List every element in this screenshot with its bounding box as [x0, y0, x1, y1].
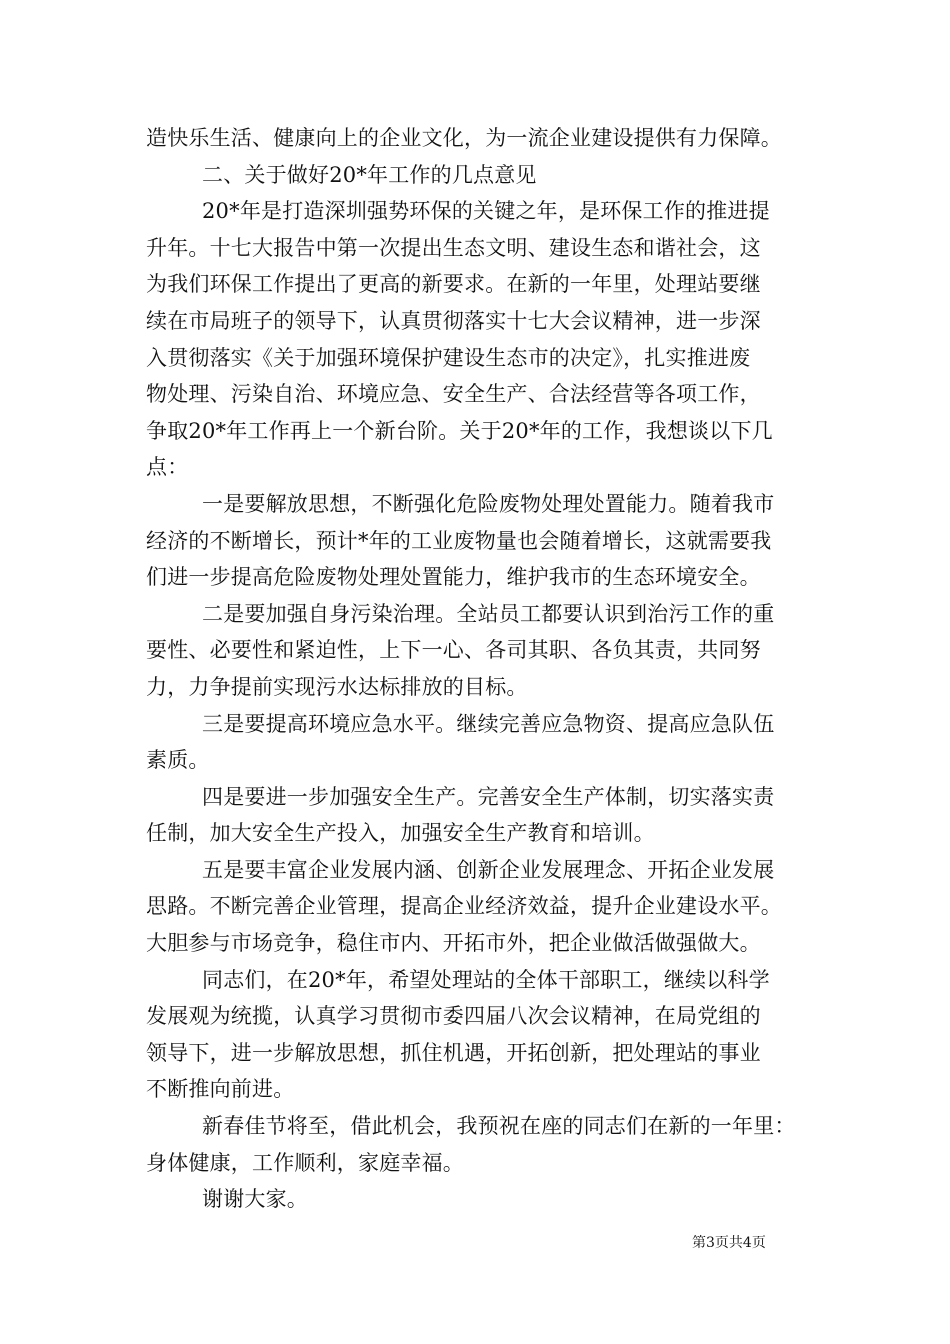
- page-number-footer: 第3页共4页: [692, 1235, 766, 1251]
- text-line: 争取20*年工作再上一个新台阶。关于20*年的工作，我想谈以下几: [146, 418, 773, 443]
- text-line: 大胆参与市场竞争，稳住市内、开拓市外，把企业做活做强做大。: [146, 931, 761, 956]
- text-line: 要性、必要性和紧迫性，上下一心、各司其职、各负其责，共同努: [146, 638, 761, 663]
- text-line: 一是要解放思想，不断强化危险废物处理处置能力。随着我市: [202, 491, 775, 516]
- text-line: 任制，加大安全生产投入，加强安全生产教育和培训。: [146, 821, 655, 846]
- text-line: 三是要提高环境应急水平。继续完善应急物资、提高应急队伍: [202, 711, 775, 736]
- text-line: 续在市局班子的领导下，认真贯彻落实十七大会议精神，进一步深: [146, 308, 761, 333]
- text-line: 五是要丰富企业发展内涵、创新企业发展理念、开拓企业发展: [202, 857, 775, 882]
- text-line: 为我们环保工作提出了更高的新要求。在新的一年里，处理站要继: [146, 272, 761, 297]
- text-line: 不断推向前进。: [146, 1077, 295, 1102]
- text-line: 们进一步提高危险废物处理处置能力，维护我市的生态环境安全。: [146, 565, 761, 590]
- text-line: 素质。: [146, 748, 210, 773]
- text-line: 思路。不断完善企业管理，提高企业经济效益，提升企业建设水平。: [146, 894, 782, 919]
- text-line: 发展观为统揽，认真学习贯彻市委四届八次会议精神，在局党组的: [146, 1004, 761, 1029]
- text-line: 经济的不断增长，预计*年的工业废物量也会随着增长，这就需要我: [146, 528, 772, 553]
- text-line: 身体健康，工作顺利，家庭幸福。: [146, 1150, 464, 1175]
- text-line: 四是要进一步加强安全生产。完善安全生产体制，切实落实责: [202, 784, 775, 809]
- text-line: 20*年是打造深圳强势环保的关键之年，是环保工作的推进提: [202, 199, 770, 224]
- text-line: 点：: [146, 455, 189, 480]
- text-line: 领导下，进一步解放思想，抓住机遇，开拓创新，把处理站的事业: [146, 1040, 761, 1065]
- text-line: 力，力争提前实现污水达标排放的目标。: [146, 674, 528, 699]
- section-heading: 二、关于做好20*年工作的几点意见: [202, 162, 537, 187]
- text-line: 物处理、污染自治、环境应急、安全生产、合法经营等各项工作，: [146, 382, 761, 407]
- text-line: 入贯彻落实《关于加强环境保护建设生态市的决定》，扎实推进废: [146, 345, 751, 370]
- text-line: 二是要加强自身污染治理。全站员工都要认识到治污工作的重: [202, 601, 775, 626]
- text-line: 新春佳节将至，借此机会，我预祝在座的同志们在新的一年里：: [202, 1114, 796, 1139]
- text-line: 造快乐生活、健康向上的企业文化，为一流企业建设提供有力保障。: [146, 126, 782, 150]
- text-line: 同志们，在20*年，希望处理站的全体干部职工，继续以科学: [202, 967, 770, 992]
- closing-line: 谢谢大家。: [202, 1187, 308, 1212]
- document-body: [146, 120, 810, 1218]
- text-line: 升年。十七大报告中第一次提出生态文明、建设生态和谐社会，这: [146, 235, 761, 260]
